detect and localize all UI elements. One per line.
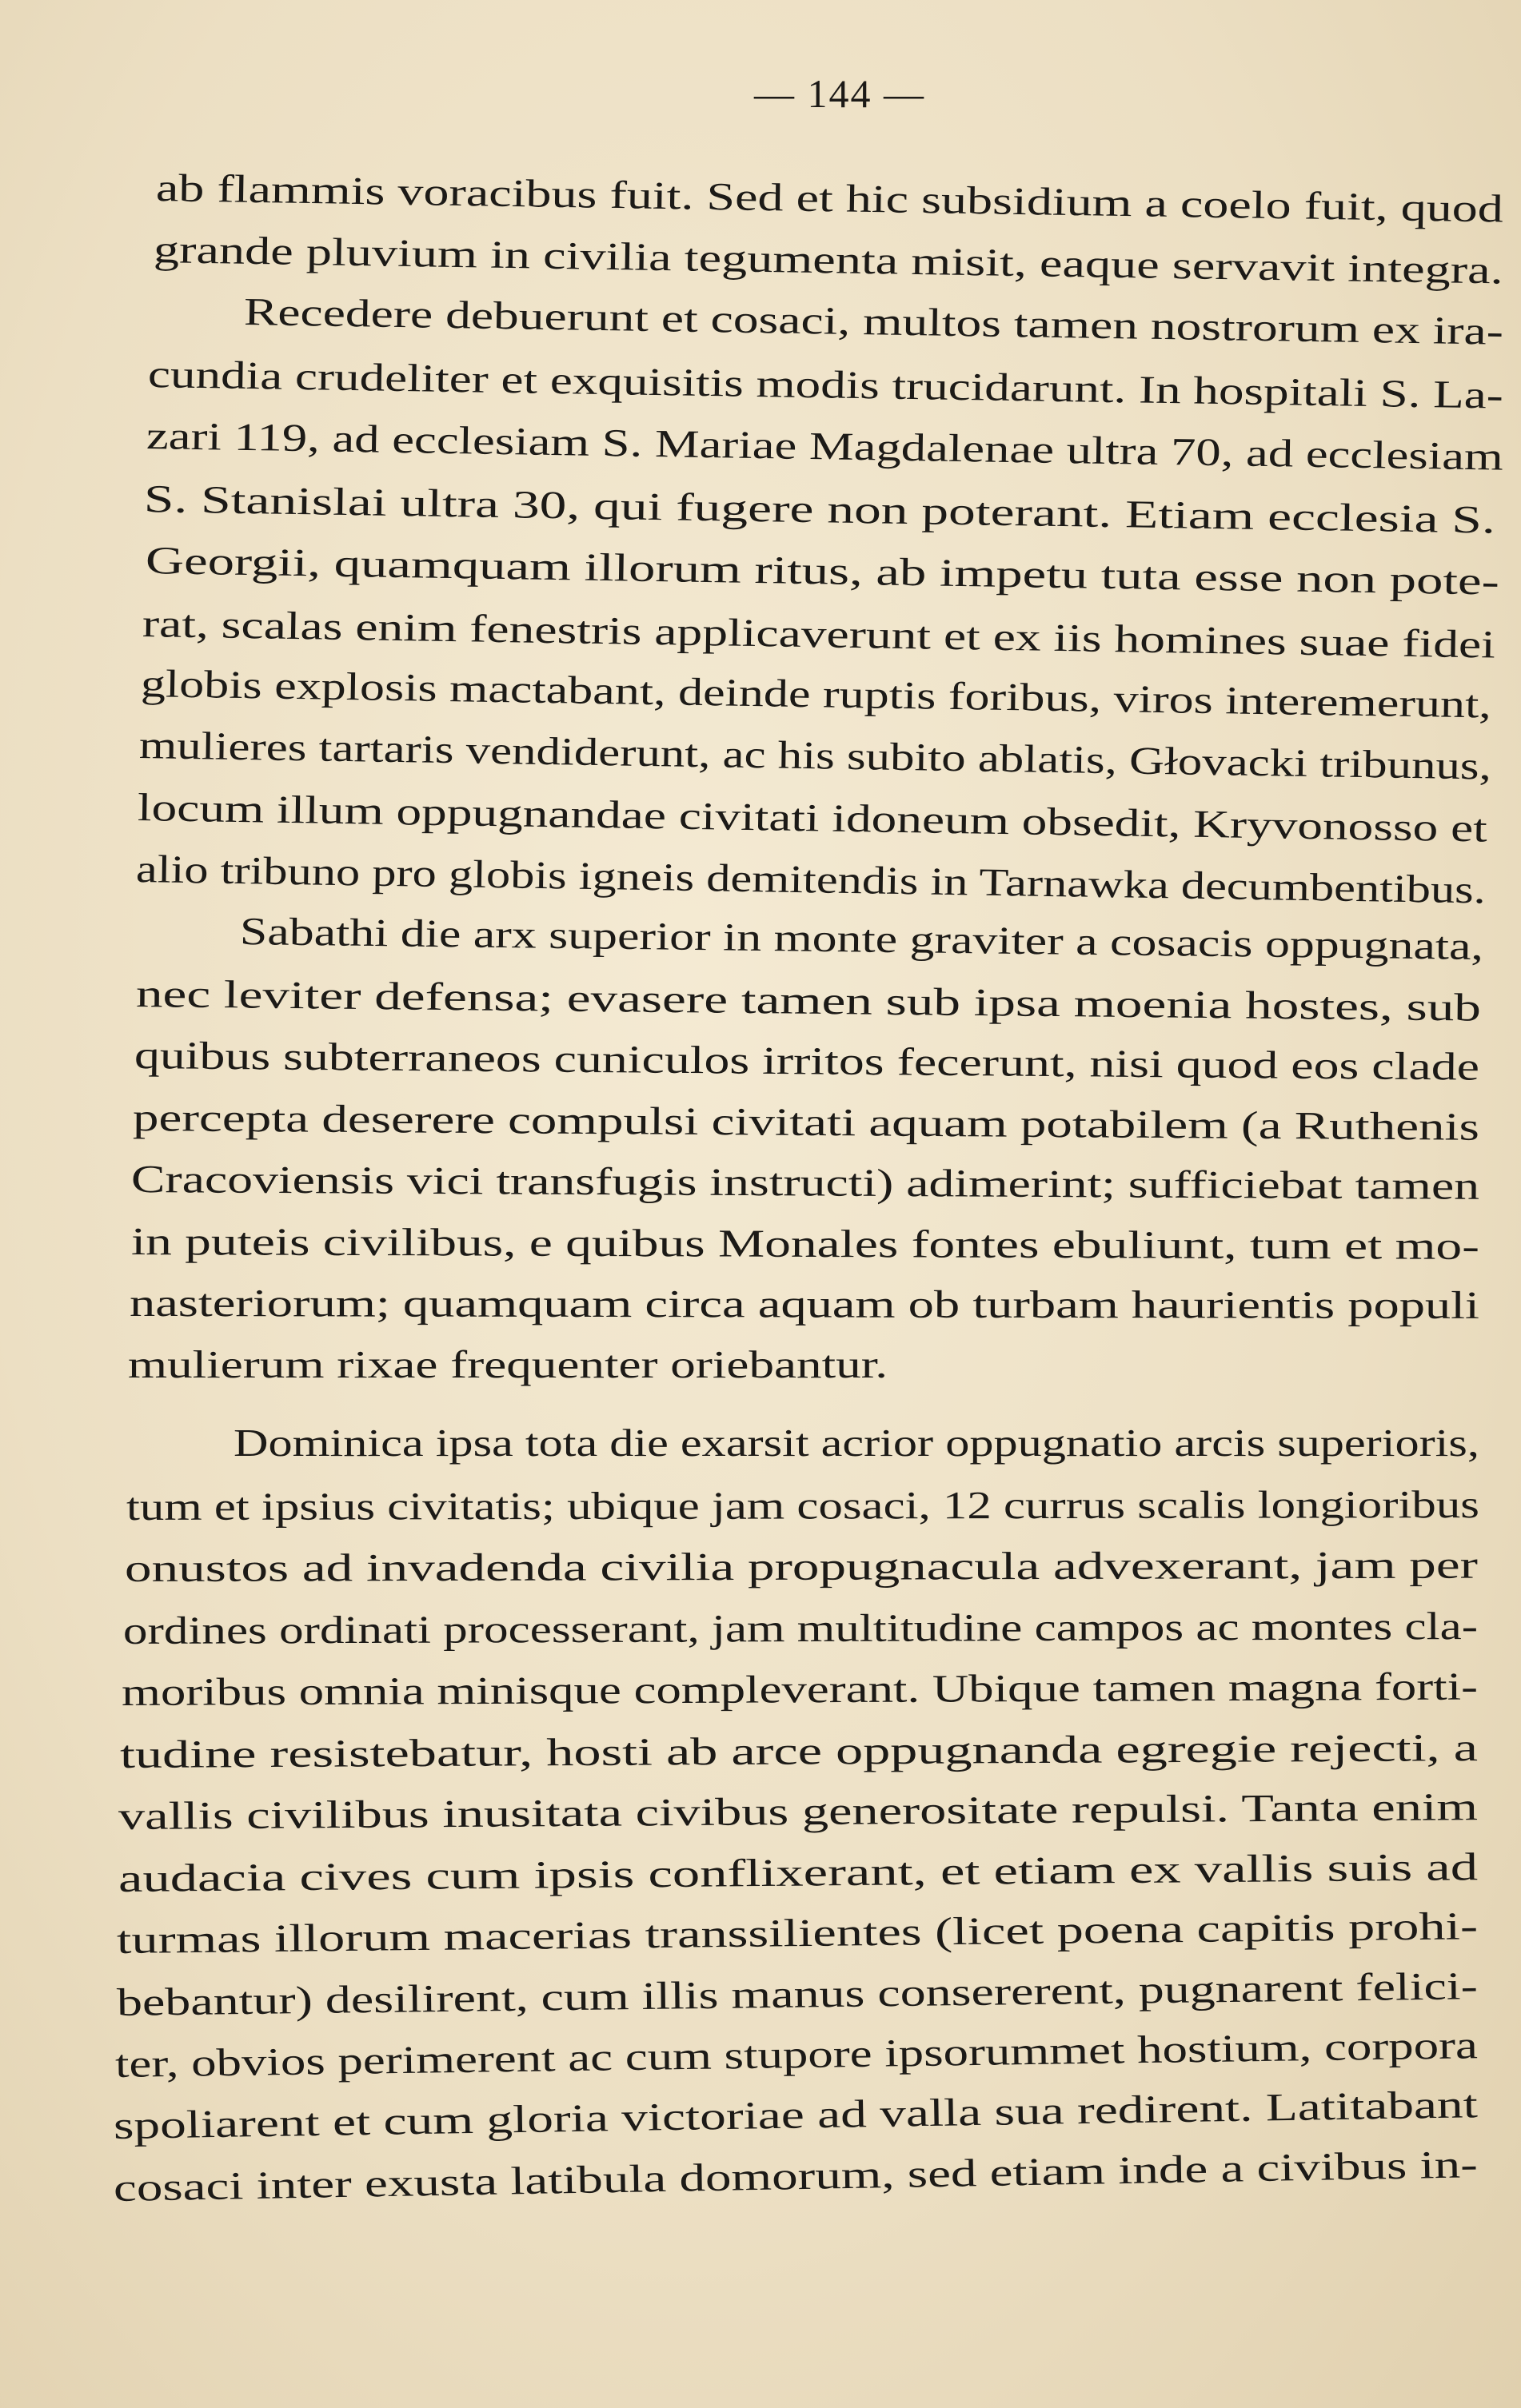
text-line: turmas illorum macerias transsilientes (licet poena capitis prohi-: [116, 1904, 1479, 1962]
text-line: vallis civilibus inusitata civibus generositate repulsi. Tanta enim: [118, 1784, 1479, 1838]
text-line: cundia crudeliter et exquisitis modis trucidarunt. In hospitali S. La-: [147, 352, 1504, 417]
text-line: ter, obvios perimerent ac cum stupore ipsorummet hostium, corpora: [114, 2023, 1479, 2086]
text-line: bebantur) desilirent, cum illis manus consererent, pugnarent felici-: [116, 1963, 1479, 2024]
text-line: percepta deserere compulsi civitati aquam potabilem (a Ruthenis: [132, 1095, 1480, 1149]
text-line: moribus omnia minisque compleverant. Ubique tamen magna forti-: [121, 1664, 1479, 1714]
text-line: mulieres tartaris vendiderunt, ac his subito ablatis, Głovacki tribunus,: [138, 723, 1492, 788]
text-line: Dominica ipsa tota die exarsit acrior oppugnatio arcis superioris,: [234, 1421, 1479, 1465]
text-line: nec leviter defensa; evasere tamen sub ipsa moenia hostes, sub: [135, 971, 1482, 1030]
text-line: onustos ad invadenda civilia propugnacula advexerant, jam per: [124, 1542, 1479, 1590]
text-line: Georgii, quamquam illorum ritus, ab impetu tuta esse non pote-: [145, 538, 1500, 604]
text-line: rat, scalas enim fenestris applicaverunt et ex iis homines suae fidei: [142, 601, 1496, 667]
text-line: alio tribuno pro globis igneis demitendis in Tarnawka decumbentibus.: [135, 847, 1487, 912]
page-number: — 144 —: [754, 71, 925, 116]
text-line: locum illum oppugnandae civitati idoneum obsedit, Kryvonosso et: [137, 785, 1488, 851]
text-line: audacia cives cum ipsis conflixerant, et etiam ex vallis suis ad: [118, 1844, 1479, 1900]
text-line: nasteriorum; quamquam circa aquam ob turbam haurientis populi: [129, 1281, 1480, 1327]
text-line: quibus subterraneos cuniculos irritos fecerunt, nisi quod eos clade: [134, 1033, 1480, 1089]
text-line: mulierum rixae frequenter oriebantur.: [128, 1342, 888, 1386]
text-line: globis explosis mactabant, deinde ruptis foribus, viros interemerunt,: [140, 661, 1492, 727]
text-line: ordines ordinati processerant, jam multitudine campos ac montes cla-: [122, 1604, 1479, 1653]
text-line: tum et ipsius civitatis; ubique jam cosaci, 12 currus scalis longioribus: [126, 1482, 1479, 1529]
text-line: Recedere debuerunt et cosaci, multos tamen nostrorum ex ira-: [243, 289, 1504, 353]
text-line: grande pluvium in civilia tegumenta misit, eaque servavit integra.: [153, 227, 1504, 293]
text-line: zari 119, ad ecclesiam S. Mariae Magdalenae ultra 70, ad ecclesiam: [146, 413, 1504, 479]
text-line: Cracoviensis vici transfugis instructi) adimerint; sufficiebat tamen: [130, 1157, 1480, 1208]
text-line: in puteis civilibus, e quibus Monales fontes ebuliunt, tum et mo-: [130, 1219, 1480, 1268]
text-line: Sabathi die arx superior in monte graviter a cosacis oppugnata,: [239, 909, 1484, 968]
text-line: ab flammis voracibus fuit. Sed et hic subsidium a coelo fuit, quod: [155, 165, 1504, 231]
text-line: cosaci inter exusta latibula domorum, sed etiam inde a civibus in-: [113, 2142, 1479, 2210]
text-line: spoliarent et cum gloria victoriae ad valla sua redirent. Latitabant: [113, 2082, 1479, 2147]
text-line: S. Stanislai ultra 30, qui fugere non poterant. Etiam ecclesia S.: [143, 476, 1496, 542]
text-line: tudine resistebatur, hosti ab arce oppugnanda egregie rejecti, a: [119, 1725, 1479, 1776]
